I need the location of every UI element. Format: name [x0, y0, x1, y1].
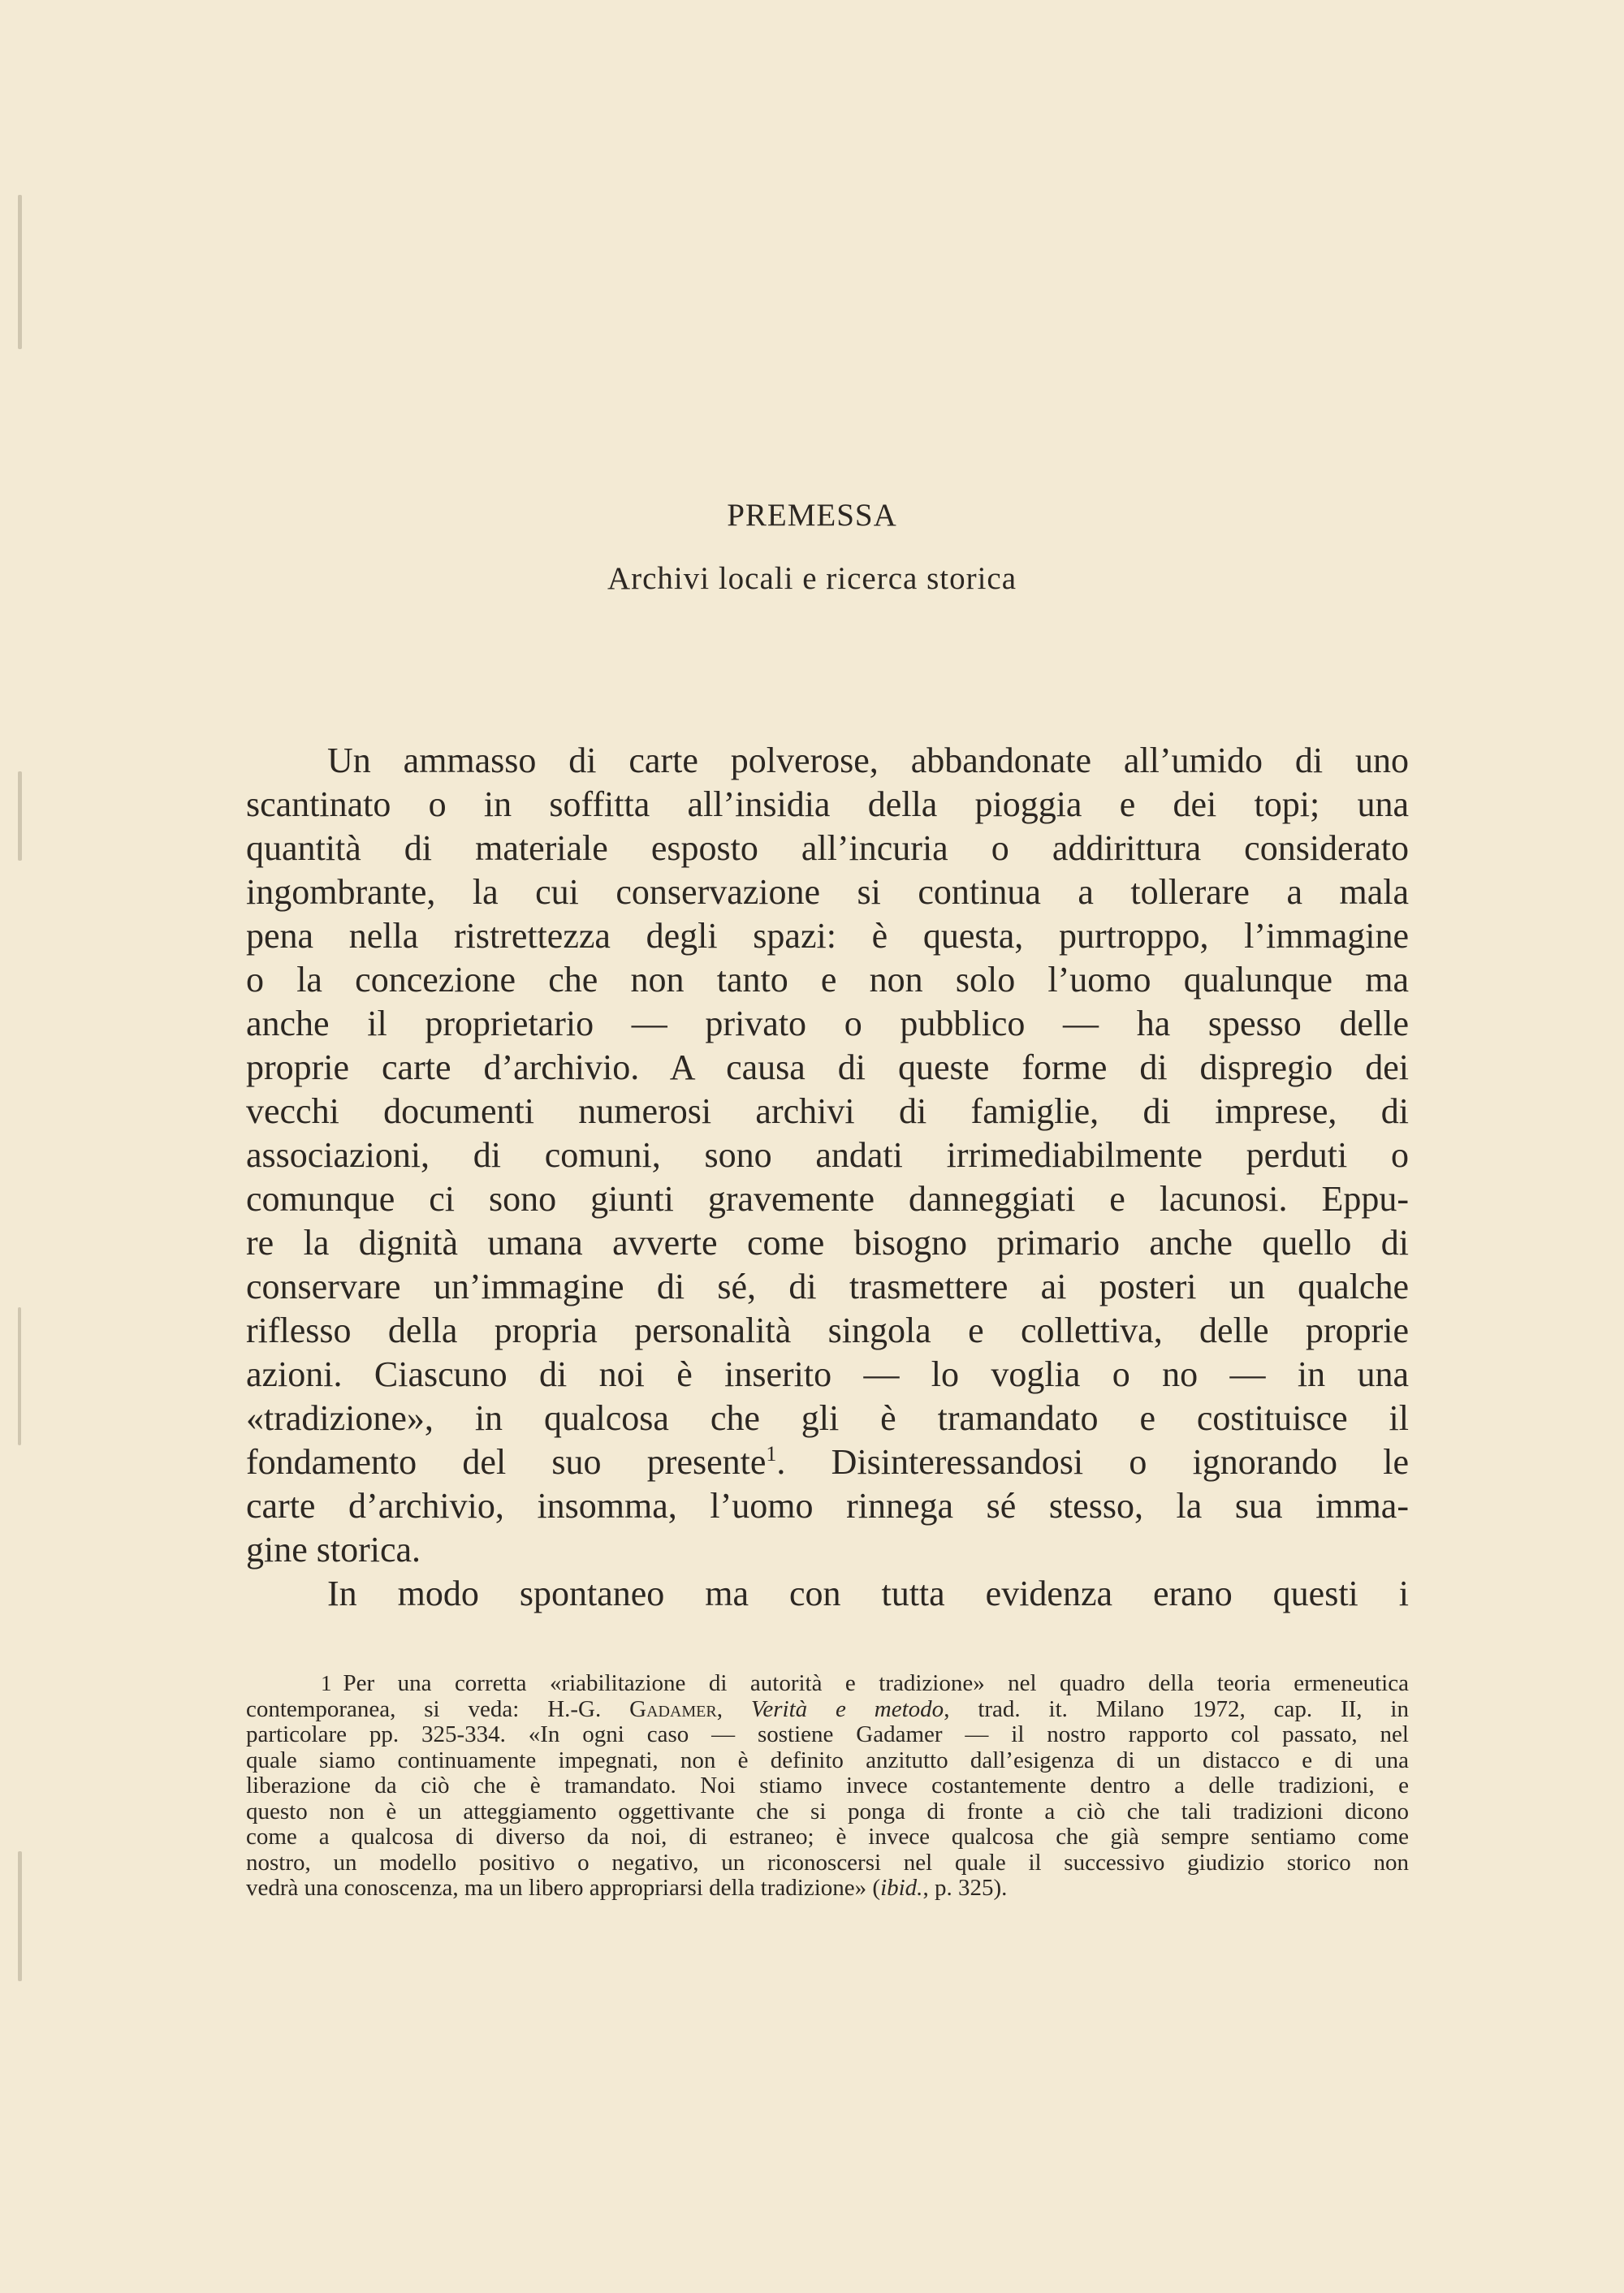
- footnote-line: contemporanea, si veda: H.-G. Gadamer, Verità e metodo, trad. it. Milano 1972, cap. II, in: [246, 1695, 1409, 1722]
- footnote-number: 1: [321, 1671, 332, 1695]
- binding-mark: [18, 195, 22, 349]
- body-line: «tradizione», in qualcosa che gli è tramandato e costituisce il: [246, 1398, 1409, 1438]
- body-line: Un ammasso di carte polverose, abbandonate all’umido di uno: [327, 741, 1409, 780]
- body-line-with-footnote-ref: fondamento del suo presente$^1$. Disinteressandosi o ignorando le: [246, 1442, 1409, 1482]
- footnote-line: vedrà una conoscenza, ma un libero appropriarsi della tradizione» (ibid., p. 325).: [246, 1875, 1008, 1901]
- body-line: In modo spontaneo ma con tutta evidenza erano questi i: [327, 1574, 1409, 1613]
- footnote: [246, 1671, 1409, 1902]
- body-line: azioni. Ciascuno di noi è inserito — lo voglia o no — in una: [246, 1354, 1409, 1394]
- body-line: quantità di materiale esposto all’incuria o addirittura considerato: [246, 828, 1409, 868]
- body-line: pena nella ristrettezza degli spazi: è questa, purtroppo, l’immagine: [246, 916, 1409, 956]
- body-line: vecchi documenti numerosi archivi di famiglie, di imprese, di: [246, 1091, 1409, 1131]
- ibid-citation: ibid.: [880, 1875, 923, 1901]
- body-line: scantinato o in soffitta all’insidia della pioggia e dei topi; una: [246, 784, 1409, 824]
- body-paragraph: [246, 739, 1409, 1616]
- body-line: comunque ci sono giunti gravemente danneggiati e lacunosi. Eppu-: [246, 1179, 1409, 1219]
- footnote-line: 1 Per una corretta «riabilitazione di autorità e tradizione» nel quadro della teoria ermeneutica: [321, 1670, 1409, 1696]
- page-subtitle: Archivi locali e ricerca storica: [607, 561, 1017, 596]
- work-title: Verità e metodo: [750, 1695, 944, 1722]
- footnote-line: nostro, un modello positivo o negativo, un riconoscersi nel quale il successivo giudizio storico non: [246, 1849, 1409, 1876]
- body-line: ingombrante, la cui conservazione si continua a tollerare a mala: [246, 872, 1409, 912]
- binding-mark: [18, 1307, 21, 1445]
- binding-mark: [18, 771, 22, 861]
- body-line: gine storica.: [246, 1530, 421, 1570]
- author-name: Gadamer: [629, 1695, 717, 1722]
- body-line: o la concezione che non tanto e non solo l’uomo qualunque ma: [246, 960, 1409, 1000]
- body-line: re la dignità umana avverte come bisogno primario anche quello di: [246, 1223, 1409, 1263]
- binding-mark: [18, 1851, 22, 1981]
- footnote-line: particolare pp. 325-334. «In ogni caso — sostiene Gadamer — il nostro rapporto col passato, nel: [246, 1721, 1409, 1747]
- body-line: associazioni, di comuni, sono andati irrimediabilmente perduti o: [246, 1135, 1409, 1175]
- body-line: riflesso della propria personalità singola e collettiva, delle proprie: [246, 1311, 1409, 1350]
- body-line: carte d’archivio, insomma, l’uomo rinnega sé stesso, la sua imma-: [246, 1486, 1409, 1526]
- footnote-reference[interactable]: 1: [766, 1442, 777, 1466]
- footnote-line: liberazione da ciò che è tramandato. Noi stiamo invece costantemente dentro a delle tradizioni, e: [246, 1773, 1409, 1799]
- page-title: PREMESSA: [727, 498, 897, 533]
- body-line: anche il proprietario — privato o pubblico — ha spesso delle: [246, 1004, 1409, 1043]
- body-line: proprie carte d’archivio. A causa di queste forme di dispregio dei: [246, 1047, 1409, 1087]
- footnote-line: questo non è un atteggiamento oggettivante che si ponga di fronte a ciò che tali tradizioni dicono: [246, 1798, 1409, 1824]
- footnote-line: quale siamo continuamente impegnati, non è definito anzitutto dall’esigenza di un distacco e di una: [246, 1747, 1409, 1773]
- footnote-line: come a qualcosa di diverso da noi, di estraneo; è invece qualcosa che già sempre sentiamo come: [246, 1824, 1409, 1850]
- body-line: conservare un’immagine di sé, di trasmettere ai posteri un qualche: [246, 1267, 1409, 1306]
